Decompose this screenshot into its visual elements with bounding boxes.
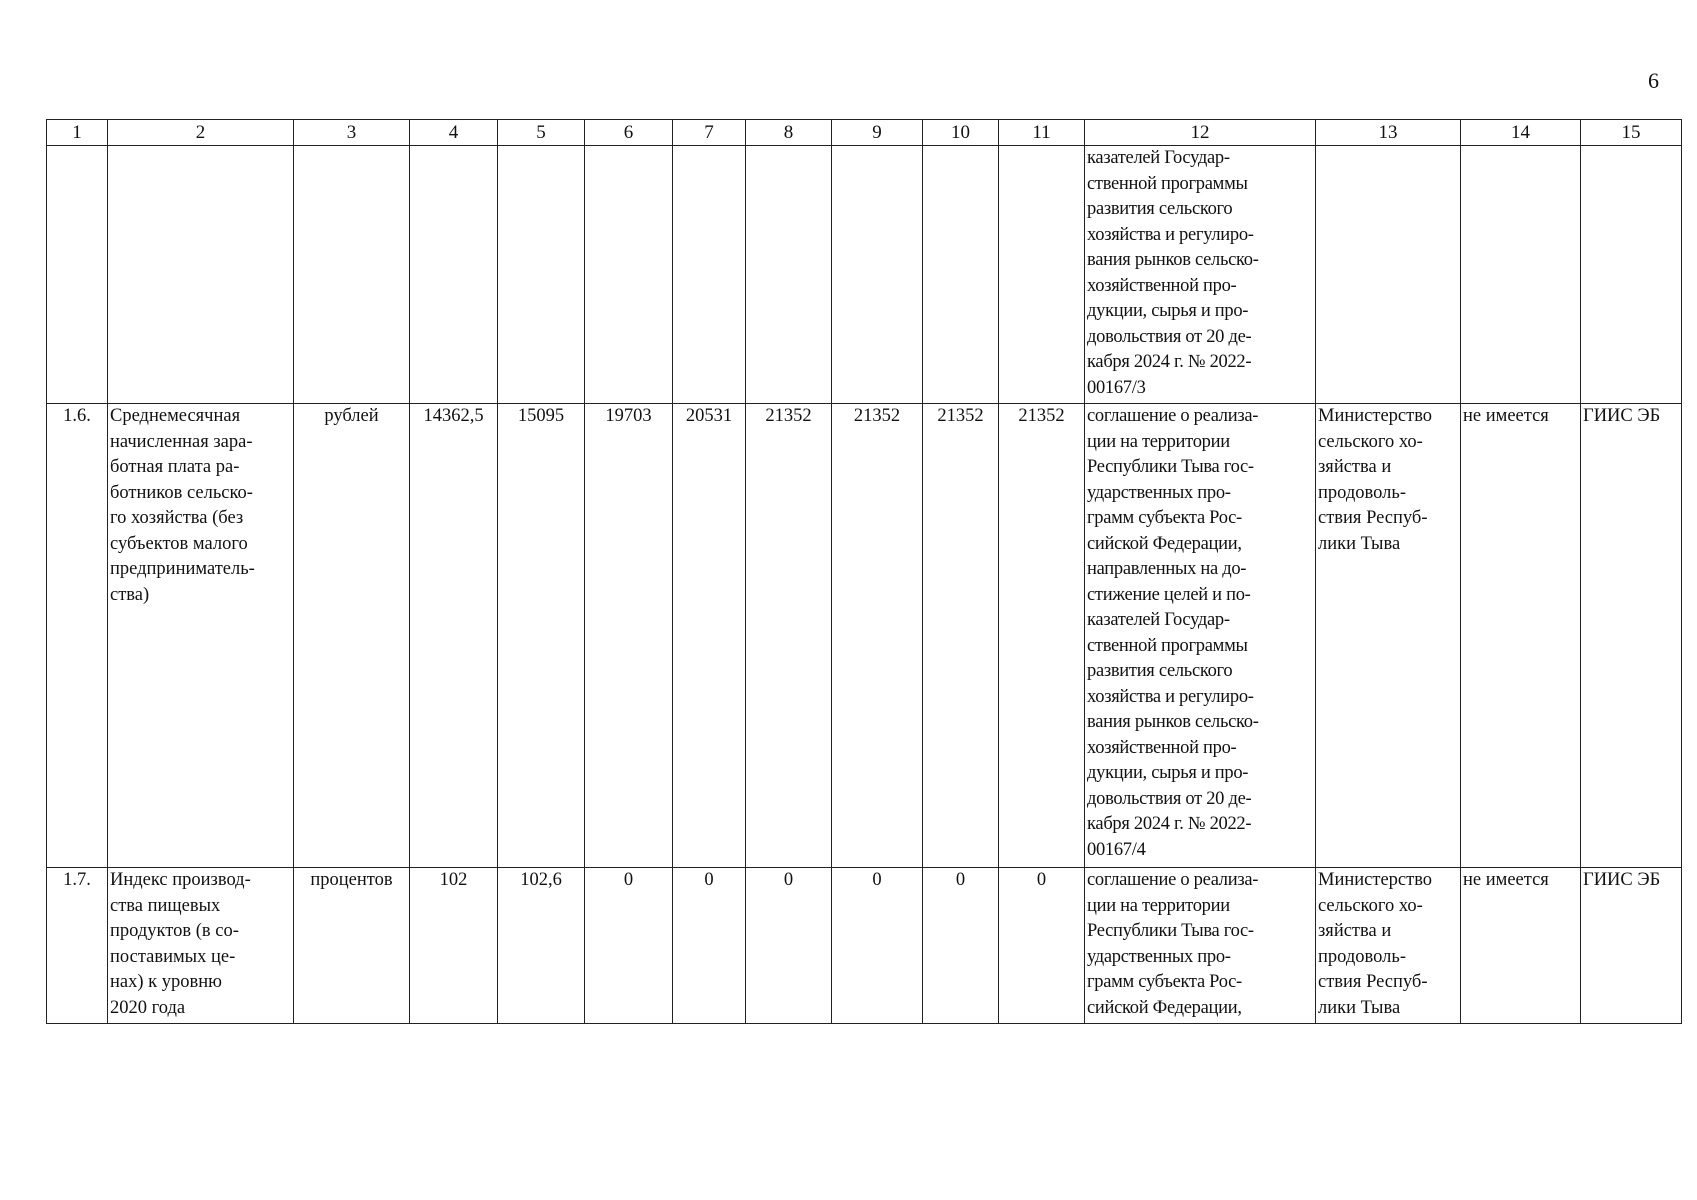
cell-indicator-name: Индекс производ- ства пищевых продуктов (в со- поставимых це- нах) к уровню 2020 года: [108, 868, 294, 1024]
cell-value: 0: [746, 868, 832, 1024]
cell-unit: процентов: [294, 868, 410, 1024]
cell-value: 15095: [498, 404, 585, 868]
cell-basis-document: казателей Государ- ственной программы развития сельского хозяйства и регулиро- вания рынков сельско- хозяйственной про- дукции, сырья и про- довольствия от 20 де- кабря 2024 г. № 2022- 00167/3: [1085, 146, 1316, 404]
cell-value: [832, 146, 923, 404]
cell-value: [746, 146, 832, 404]
cell-value: [498, 146, 585, 404]
header-cell: 9: [832, 120, 923, 146]
table-row: [47, 146, 1682, 404]
cell-value: 21352: [999, 404, 1085, 868]
cell-value: 0: [585, 868, 673, 1024]
cell-note: не имеется: [1461, 868, 1581, 1024]
cell-unit: рублей: [294, 404, 410, 868]
cell-system: ГИИС ЭБ: [1581, 404, 1682, 868]
header-cell: 2: [108, 120, 294, 146]
header-cell: 8: [746, 120, 832, 146]
cell-responsible: Министерство сельского хо- зяйства и продоволь- ствия Респуб- лики Тыва: [1316, 404, 1461, 868]
header-cell: 1: [47, 120, 108, 146]
cell-value: 102,6: [498, 868, 585, 1024]
table-header-row: [47, 120, 1682, 146]
cell-number: [47, 146, 108, 404]
cell-responsible: Министерство сельского хо- зяйства и продоволь- ствия Респуб- лики Тыва: [1316, 868, 1461, 1024]
cell-number: 1.7.: [47, 868, 108, 1024]
cell-value: 19703: [585, 404, 673, 868]
cell-value: [585, 146, 673, 404]
header-cell: 10: [923, 120, 999, 146]
table-row: [47, 868, 1682, 1024]
header-cell: 6: [585, 120, 673, 146]
header-cell: 5: [498, 120, 585, 146]
cell-value: 0: [999, 868, 1085, 1024]
cell-number: 1.6.: [47, 404, 108, 868]
cell-unit: [294, 146, 410, 404]
cell-indicator-name: [108, 146, 294, 404]
cell-value: 21352: [832, 404, 923, 868]
header-cell: 14: [1461, 120, 1581, 146]
header-cell: 13: [1316, 120, 1461, 146]
cell-value: 21352: [923, 404, 999, 868]
header-cell: 4: [410, 120, 498, 146]
cell-system: [1581, 146, 1682, 404]
cell-value: [999, 146, 1085, 404]
header-cell: 7: [673, 120, 746, 146]
table-row: [47, 404, 1682, 868]
cell-basis-document: соглашение о реализа- ции на территории Республики Тыва гос- ударственных про- грамм субъекта Рос- сийской Федерации, направленных на до- стижение целей и по- казателей Государ- ственной программы развития сельского хозяйства и регулиро- вания рынков сельско- хозяйственной про- дукции, сырья и про- довольствия от 20 де- кабря 2024 г. № 2022- 00167/4: [1085, 404, 1316, 868]
page-number: 6: [1648, 68, 1659, 93]
cell-note: не имеется: [1461, 404, 1581, 868]
cell-value: 20531: [673, 404, 746, 868]
cell-system: ГИИС ЭБ: [1581, 868, 1682, 1024]
cell-value: [673, 146, 746, 404]
cell-value: 102: [410, 868, 498, 1024]
header-cell: 15: [1581, 120, 1682, 146]
cell-value: 21352: [746, 404, 832, 868]
header-cell: 11: [999, 120, 1085, 146]
cell-value: 0: [923, 868, 999, 1024]
header-cell: 12: [1085, 120, 1316, 146]
cell-responsible: [1316, 146, 1461, 404]
cell-indicator-name: Среднемесячная начисленная зара- ботная плата ра- ботников сельско- го хозяйства (без субъектов малого предприниматель- ства): [108, 404, 294, 868]
indicators-table: [46, 119, 1682, 1024]
cell-note: [1461, 146, 1581, 404]
cell-value: 0: [832, 868, 923, 1024]
cell-value: [410, 146, 498, 404]
cell-value: [923, 146, 999, 404]
cell-value: 14362,5: [410, 404, 498, 868]
cell-basis-document: соглашение о реализа- ции на территории Республики Тыва гос- ударственных про- грамм субъекта Рос- сийской Федерации,: [1085, 868, 1316, 1024]
cell-value: 0: [673, 868, 746, 1024]
header-cell: 3: [294, 120, 410, 146]
